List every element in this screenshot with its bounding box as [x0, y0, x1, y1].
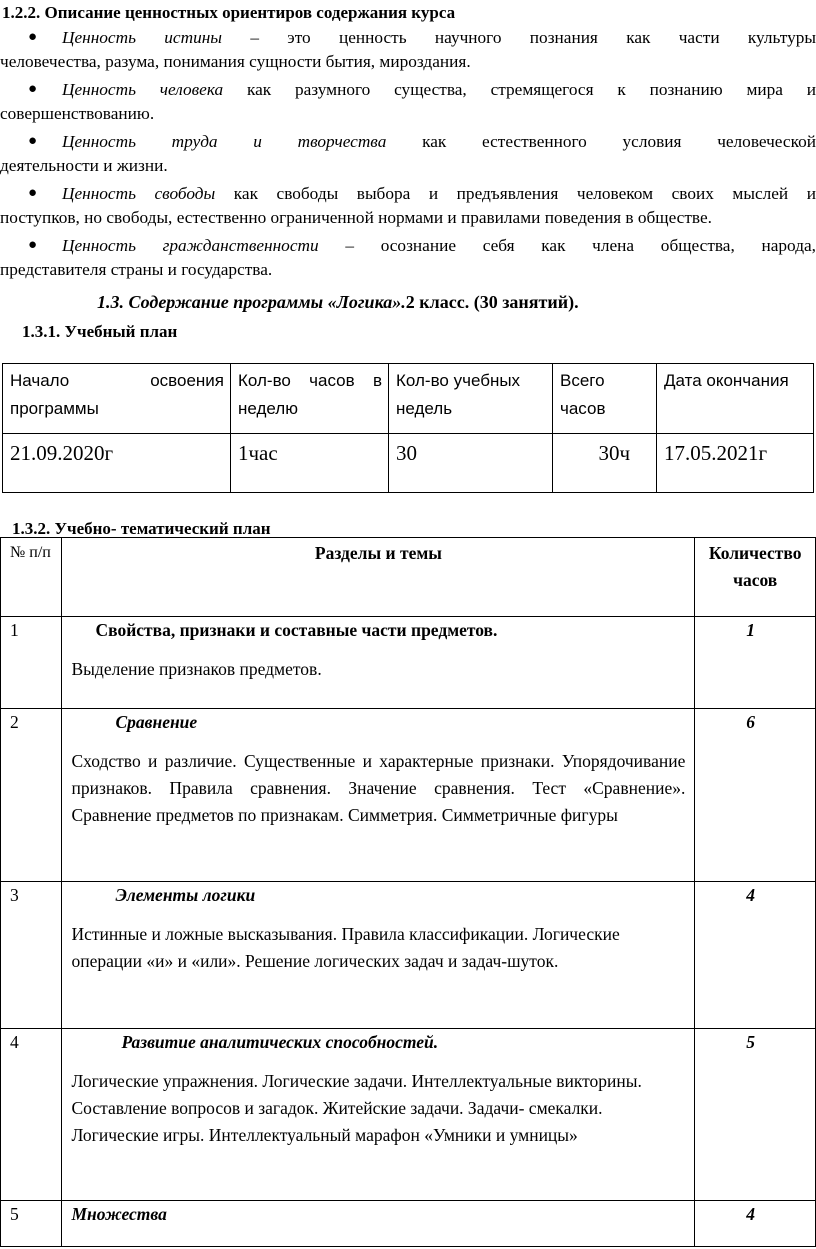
section-heading-1-2-2: 1.2.2. Описание ценностных ориентиров содержания курса: [2, 3, 456, 22]
list-item: [0, 78, 816, 125]
table-header-row: [3, 364, 814, 434]
value-text-continued: представителя страны и государства.: [0, 259, 273, 279]
topic-description: Выделение признаков предметов.: [71, 659, 322, 679]
topic-title: Элементы логики: [115, 885, 256, 905]
value-text: – осознание себя как члена общества, народа,: [318, 236, 816, 255]
value-term: Ценность человека: [62, 80, 224, 99]
header-cell-total: Всего часов: [553, 364, 657, 434]
header-cell-topics: Разделы и темы: [62, 538, 695, 617]
value-term: Ценность свободы: [62, 184, 216, 203]
cell-start-date: 21.09.2020г: [3, 434, 231, 493]
value-text-continued: поступков, но свободы, естественно ограниченной нормами и правилами поведения в обществе.: [0, 207, 712, 227]
table-row: [1, 1029, 816, 1201]
list-item: [0, 234, 816, 281]
table-row: [1, 617, 816, 709]
cell-number: 2: [1, 709, 62, 882]
table-row: [1, 882, 816, 1029]
topic-title: Множества: [71, 1204, 167, 1224]
list-item: [0, 182, 816, 229]
cell-hours: 6: [695, 709, 816, 882]
topic-description: Истинные и ложные высказывания. Правила классификации. Логические операции «и» и «или». Решение логических задач и задач-шуток.: [71, 924, 620, 971]
bullet-icon: ●: [28, 133, 38, 149]
bullet-icon: ●: [28, 29, 38, 45]
topic-description: Сходство и различие. Существенные и характерные признаки. Упорядочивание признаков. Правила сравнения. Значение сравнения. Тест «Сравнение». Сравнение предметов по признакам. Симметрия. Симметричные фигуры: [71, 751, 686, 825]
header-cell-weeks: Кол-во учебных недель: [389, 364, 553, 434]
list-item: [0, 130, 816, 177]
value-text-continued: деятельности и жизни.: [0, 155, 168, 175]
value-term: Ценность труда и творчества: [62, 132, 387, 151]
cell-hours: 1: [695, 617, 816, 709]
header-cell-hours-week: Кол-во часов в неделю: [231, 364, 389, 434]
value-text-continued: совершенствованию.: [0, 103, 155, 123]
cell-number: 3: [1, 882, 62, 1029]
bullet-icon: ●: [28, 81, 38, 97]
cell-weeks: 30: [389, 434, 553, 493]
topic-title: Развитие аналитических способностей.: [121, 1032, 439, 1052]
value-text: как свободы выбора и предъявления человеком своих мыслей и: [215, 184, 816, 203]
cell-topic: [62, 709, 695, 882]
values-list: [0, 26, 816, 286]
value-text-continued: человечества, разума, понимания сущности бытия, мироздания.: [0, 51, 471, 71]
cell-topic: [62, 617, 695, 709]
topic-description: Логические упражнения. Логические задачи. Интеллектуальные викторины. Составление вопросов и загадок. Житейские задачи. Задачи- смекалки. Логические игры. Интеллектуальный марафон «Умники и умницы»: [71, 1071, 642, 1145]
table-header-row: [1, 538, 816, 617]
cell-total-hours: 30ч: [553, 434, 657, 493]
header-cell-end: Дата окончания: [657, 364, 814, 434]
section-heading-1-3-2: 1.3.2. Учебно- тематический план: [12, 519, 271, 538]
value-text: как разумного существа, стремящегося к познанию мира и: [223, 80, 816, 99]
list-item: [0, 26, 816, 73]
header-cell-number: № п/п: [1, 538, 62, 617]
cell-hours-week: 1час: [231, 434, 389, 493]
thematic-plan-table: [0, 537, 816, 1247]
study-plan-table: [2, 363, 814, 493]
cell-topic: [62, 1029, 695, 1201]
table-row: [1, 1201, 816, 1247]
cell-hours: 4: [695, 882, 816, 1029]
header-cell-hours: Количество часов: [695, 538, 816, 617]
cell-number: 1: [1, 617, 62, 709]
table-row: [3, 434, 814, 493]
header-cell-start: Начало освоения программы: [3, 364, 231, 434]
cell-topic: [62, 882, 695, 1029]
value-text: как естественного условия человеческой: [386, 132, 816, 151]
cell-topic: [62, 1201, 695, 1247]
cell-hours: 4: [695, 1201, 816, 1247]
cell-number: 4: [1, 1029, 62, 1201]
cell-end-date: 17.05.2021г: [657, 434, 814, 493]
bullet-icon: ●: [28, 185, 38, 201]
section-heading-1-3: 1.3. Содержание программы «Логика».2 класс. (30 занятий).: [97, 292, 579, 312]
cell-hours: 5: [695, 1029, 816, 1201]
value-term: Ценность истины: [62, 28, 222, 47]
bullet-icon: ●: [28, 237, 38, 253]
value-text: – это ценность научного познания как части культуры: [222, 28, 816, 47]
value-term: Ценность гражданственности: [62, 236, 319, 255]
topic-title: Сравнение: [115, 712, 198, 732]
section-heading-1-3-1: 1.3.1. Учебный план: [22, 322, 178, 341]
table-row: [1, 709, 816, 882]
topic-title: Свойства, признаки и составные части предметов.: [95, 620, 498, 640]
cell-number: 5: [1, 1201, 62, 1247]
